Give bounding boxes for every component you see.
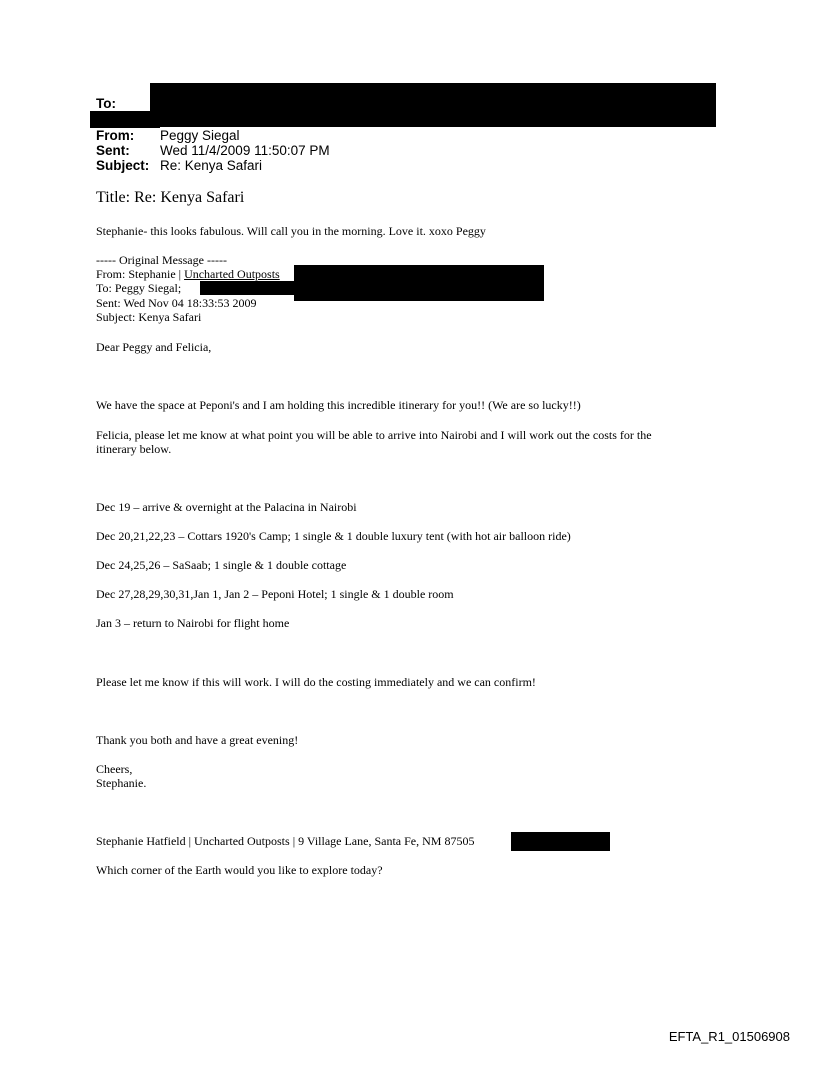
paragraph-arrival-line-1: Felicia, please let me know at what point you will be able to arrive into Nairobi and I will work out the costs for the (96, 428, 652, 442)
redaction-to (150, 83, 716, 127)
sent-label: Sent: (96, 143, 130, 158)
redaction-from-email (294, 265, 544, 301)
itinerary-item: Jan 3 – return to Nairobi for flight home (96, 616, 290, 630)
greeting: Dear Peggy and Felicia, (96, 340, 212, 354)
paragraph-confirm: Please let me know if this will work. I will do the costing immediately and we can confirm! (96, 675, 536, 689)
subject-value: Re: Kenya Safari (160, 158, 263, 173)
email-subject-row (96, 158, 262, 173)
original-sent: Sent: Wed Nov 04 18:33:53 2009 (96, 296, 257, 310)
document-id-footer: EFTA_R1_01506908 (668, 1029, 790, 1044)
original-from-company: Uncharted Outposts (184, 267, 280, 281)
redaction-phone (511, 832, 610, 851)
sent-value: Wed 11/4/2009 11:50:07 PM (160, 143, 330, 158)
itinerary-item: Dec 19 – arrive & overnight at the Palacina in Nairobi (96, 500, 357, 514)
reply-line: Stephanie- this looks fabulous. Will call you in the morning. Love it. xoxo Peggy (96, 224, 486, 238)
signature-line: Stephanie Hatfield | Uncharted Outposts | 9 Village Lane, Santa Fe, NM 87505 (96, 834, 475, 848)
email-to-row (96, 96, 160, 111)
redaction-to-email (200, 281, 294, 295)
paragraph-arrival-line-2: itinerary below. (96, 442, 172, 456)
original-subject: Subject: Kenya Safari (96, 310, 202, 324)
from-label: From: (96, 128, 135, 143)
to-label: To: (96, 96, 116, 111)
document-title: Title: Re: Kenya Safari (96, 189, 245, 206)
original-from (96, 267, 280, 281)
itinerary-item: Dec 27,28,29,30,31,Jan 1, Jan 2 – Peponi Hotel; 1 single & 1 double room (96, 587, 454, 601)
original-from-prefix: From: Stephanie | (96, 267, 185, 281)
paragraph-availability: We have the space at Peponi's and I am holding this incredible itinerary for you!! (We are so lucky!!) (96, 398, 581, 412)
original-divider: ----- Original Message ----- (96, 253, 227, 267)
subject-label: Subject: (96, 158, 150, 173)
paragraph-thanks: Thank you both and have a great evening! (96, 733, 299, 747)
closing-cheers: Cheers, (96, 762, 133, 776)
redaction-header-left (90, 111, 160, 128)
from-value: Peggy Siegal (160, 128, 240, 143)
closing-name: Stephanie. (96, 776, 147, 790)
email-sent-row (96, 143, 330, 158)
itinerary-item: Dec 24,25,26 – SaSaab; 1 single & 1 double cottage (96, 558, 347, 572)
original-to: To: Peggy Siegal; (96, 281, 182, 295)
email-from-row (96, 128, 240, 143)
tagline: Which corner of the Earth would you like to explore today? (96, 863, 383, 877)
itinerary-item: Dec 20,21,22,23 – Cottars 1920's Camp; 1 single & 1 double luxury tent (with hot air balloon ride) (96, 529, 571, 543)
